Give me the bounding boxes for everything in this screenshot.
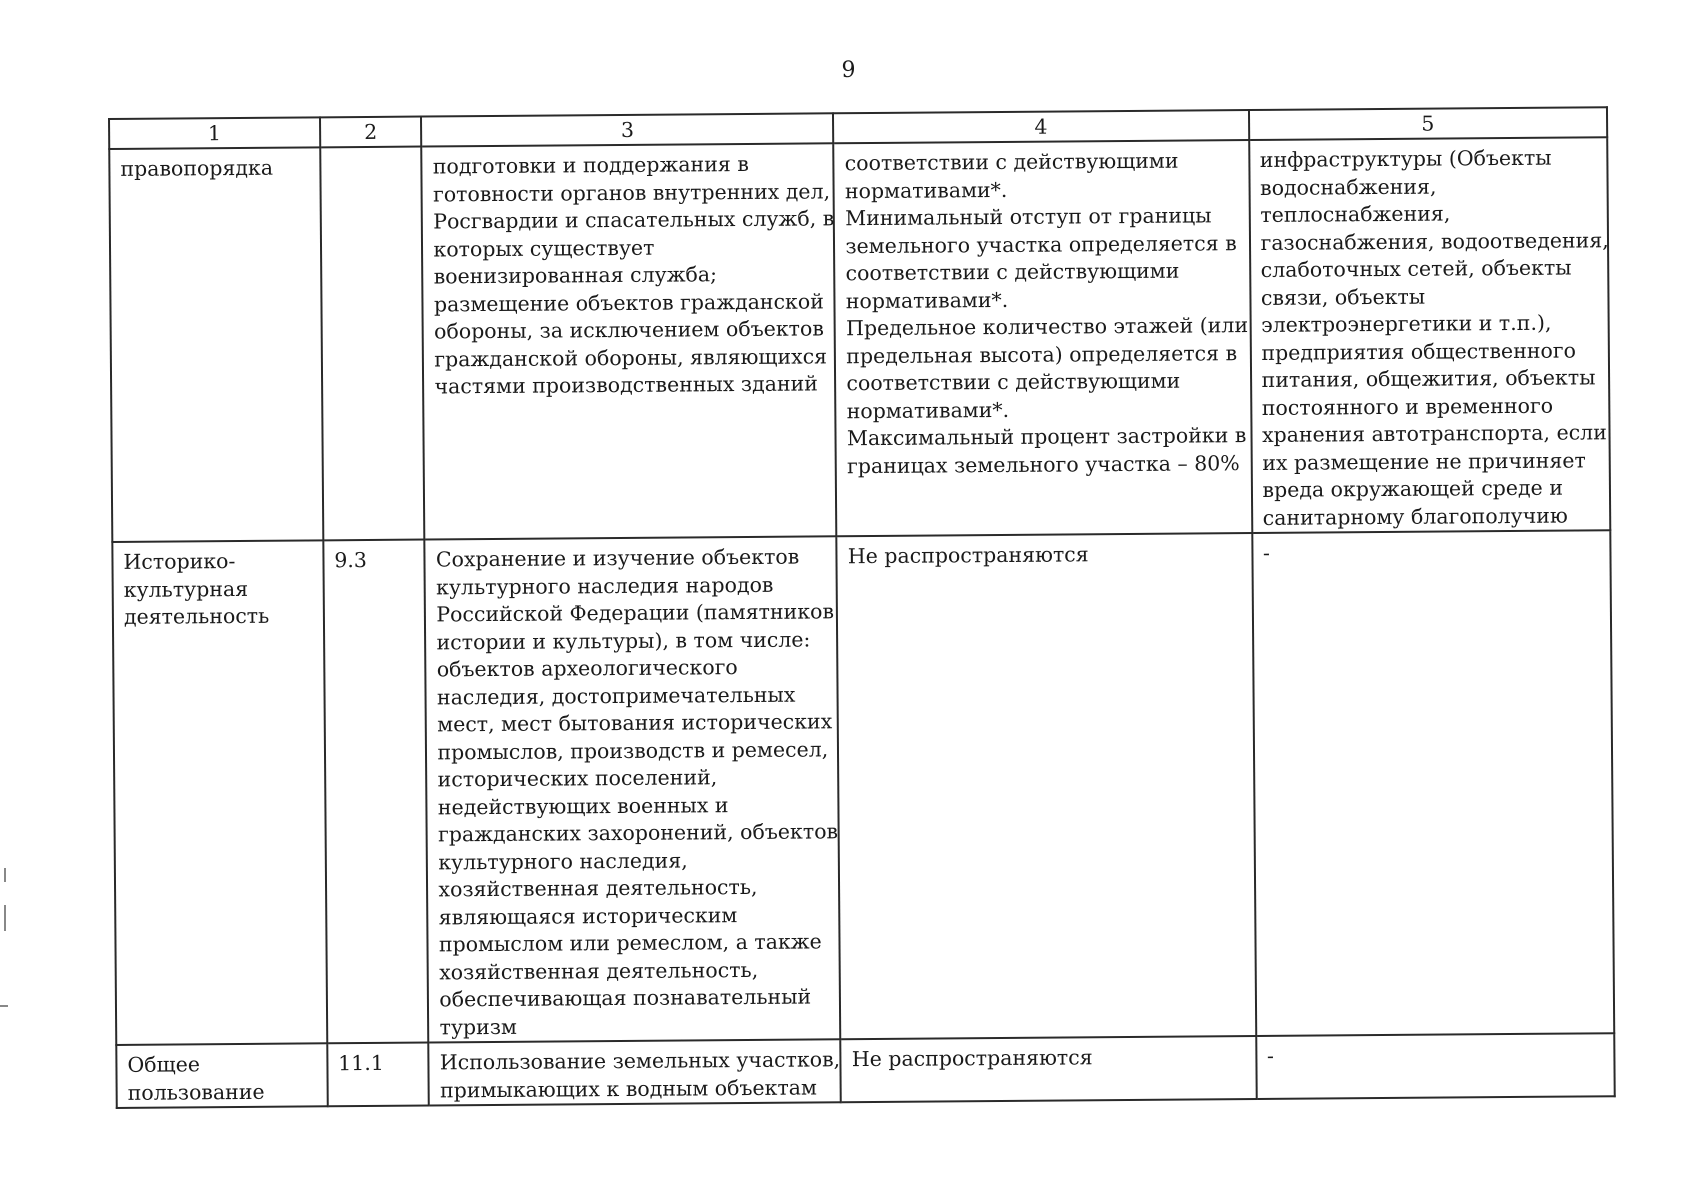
document-table	[108, 106, 1616, 1109]
cell-text-line: нормативами*.	[844, 177, 1008, 203]
column-header: 4	[833, 110, 1248, 143]
cell-text-line: хозяйственная деятельность,	[439, 957, 759, 984]
cell-text-line: истории и культуры), в том числе:	[436, 626, 811, 654]
cell-text-line: Максимальный процент застройки в	[846, 423, 1247, 451]
cell-text-line: их размещение не причиняет	[1262, 447, 1586, 475]
cell-text-line: культурного наследия,	[438, 847, 688, 874]
cell-text-line: газоснабжения, водоотведения,	[1260, 227, 1609, 255]
cell-text-line: питания, общежития, объекты	[1261, 365, 1596, 392]
cell-text-line: 9.3	[334, 547, 367, 573]
cell-text-line: нормативами*.	[846, 397, 1010, 423]
cell-text-line: Общее	[127, 1052, 201, 1077]
cell-text-line: которых существует	[433, 235, 655, 261]
cell-text-line: являющаяся историческим	[438, 902, 738, 929]
cell-text-line: электроэнергетики и т.п.),	[1261, 310, 1552, 337]
table-cell	[422, 143, 837, 539]
cell-text-line: мест, мест бытования исторических	[437, 709, 833, 737]
cell-text-line: Не распространяются	[847, 542, 1089, 569]
cell-text-line: хозяйственная деятельность,	[438, 874, 758, 902]
cell-text-line: культурная	[123, 576, 249, 602]
table-cell	[320, 147, 425, 541]
scan-edge-mark	[0, 1005, 8, 1007]
cell-text-line: исторических поселений,	[437, 765, 718, 792]
cell-text-line: Сохранение и изучение объектов	[435, 544, 800, 572]
table-row	[112, 530, 1614, 1045]
cell-text-line: инфраструктуры (Объекты	[1259, 145, 1552, 172]
table-cell	[109, 147, 323, 542]
cell-text-line: размещение объектов гражданской	[433, 288, 824, 316]
cell-text-line: гражданской обороны, являющихся	[434, 343, 828, 371]
cell-text-line: промыслом или ремеслом, а также	[438, 929, 822, 957]
cell-text-line: деятельность	[123, 603, 270, 629]
cell-text-line: предприятия общественного	[1261, 337, 1576, 365]
cell-text-line: пользование	[127, 1079, 265, 1105]
cell-text-line: наследия, достопримечательных	[436, 682, 796, 709]
table-cell	[112, 540, 327, 1045]
cell-text-line: вреда окружающей среде и	[1262, 475, 1564, 502]
column-header: 2	[320, 117, 422, 148]
cell-text-line: правопорядка	[120, 155, 274, 181]
table-cell	[841, 1036, 1257, 1102]
table-row	[116, 1033, 1614, 1108]
table-cell	[1249, 137, 1611, 533]
cell-text-line: туризм	[439, 1014, 517, 1039]
cell-text-line: теплоснабжения,	[1260, 201, 1451, 227]
table-cell	[1256, 1033, 1615, 1099]
cell-text-line: соответствии с действующими	[844, 148, 1179, 176]
table-cell	[327, 1043, 429, 1107]
scan-edge-mark	[4, 868, 6, 882]
cell-text-line: постоянного и временного	[1261, 393, 1554, 420]
cell-text-line: подготовки и поддержания в	[432, 151, 749, 179]
cell-text-line: границах земельного участка – 80%	[847, 450, 1240, 478]
cell-text-line: обеспечивающая познавательный	[439, 984, 812, 1012]
table-cell	[116, 1043, 327, 1108]
cell-text-line: хранения автотранспорта, если	[1261, 420, 1607, 447]
cell-text-line: военизированная служба;	[433, 262, 718, 289]
cell-text-line: объектов археологического	[436, 655, 738, 682]
cell-text-line: -	[1266, 1043, 1274, 1068]
cell-text-line: Росгвардии и спасательных служб, в	[433, 206, 835, 234]
cell-text-line: нормативами*.	[845, 287, 1009, 313]
cell-text-line: связи, объекты	[1260, 284, 1426, 310]
table-cell	[425, 536, 841, 1042]
cell-text-line: 11.1	[338, 1050, 384, 1076]
cell-text-line: примыкающих к водным объектам	[439, 1074, 818, 1102]
cell-text-line: обороны, за исключением объектов	[434, 316, 824, 344]
cell-text-line: гражданских захоронений, объектов	[437, 819, 839, 847]
column-header: 1	[109, 117, 320, 149]
cell-text-line: Не распространяются	[851, 1045, 1093, 1072]
table-cell	[429, 1039, 841, 1105]
table-row	[109, 137, 1610, 542]
cell-text-line: соответствии с действующими	[845, 258, 1180, 286]
cell-text-line: предельная высота) определяется в	[846, 340, 1238, 368]
cell-text-line: готовности органов внутренних дел,	[432, 178, 831, 206]
page-number: 9	[841, 58, 856, 83]
table-cell	[1252, 530, 1614, 1036]
cell-text-line: слаботочных сетей, объекты	[1260, 255, 1572, 282]
cell-text-line: Минимальный отступ от границы	[845, 203, 1212, 231]
scan-edge-mark	[4, 905, 6, 931]
cell-text-line: водоснабжения,	[1260, 174, 1437, 200]
table-cell	[834, 140, 1252, 536]
table-cell	[323, 540, 429, 1044]
table-cell	[837, 533, 1256, 1039]
cell-text-line: недействующих военных и	[437, 792, 729, 819]
column-header: 3	[421, 113, 833, 146]
cell-text-line: Предельное количество этажей (или	[845, 313, 1249, 341]
cell-text-line: культурного наследия народов	[436, 572, 774, 599]
cell-text-line: Использование земельных участков,	[439, 1047, 841, 1075]
column-header: 5	[1248, 107, 1607, 140]
cell-text-line: санитарному благополучию	[1262, 503, 1568, 530]
cell-text-line: Историко-	[123, 549, 236, 574]
cell-text-line: частями производственных зданий	[434, 371, 818, 399]
cell-text-line: Российской Федерации (памятников	[436, 599, 835, 627]
cell-text-line: земельного участка определяется в	[845, 230, 1237, 258]
cell-text-line: -	[1262, 540, 1270, 565]
cell-text-line: промыслов, производств и ремесел,	[437, 736, 829, 764]
cell-text-line: соответствии с действующими	[846, 368, 1181, 396]
